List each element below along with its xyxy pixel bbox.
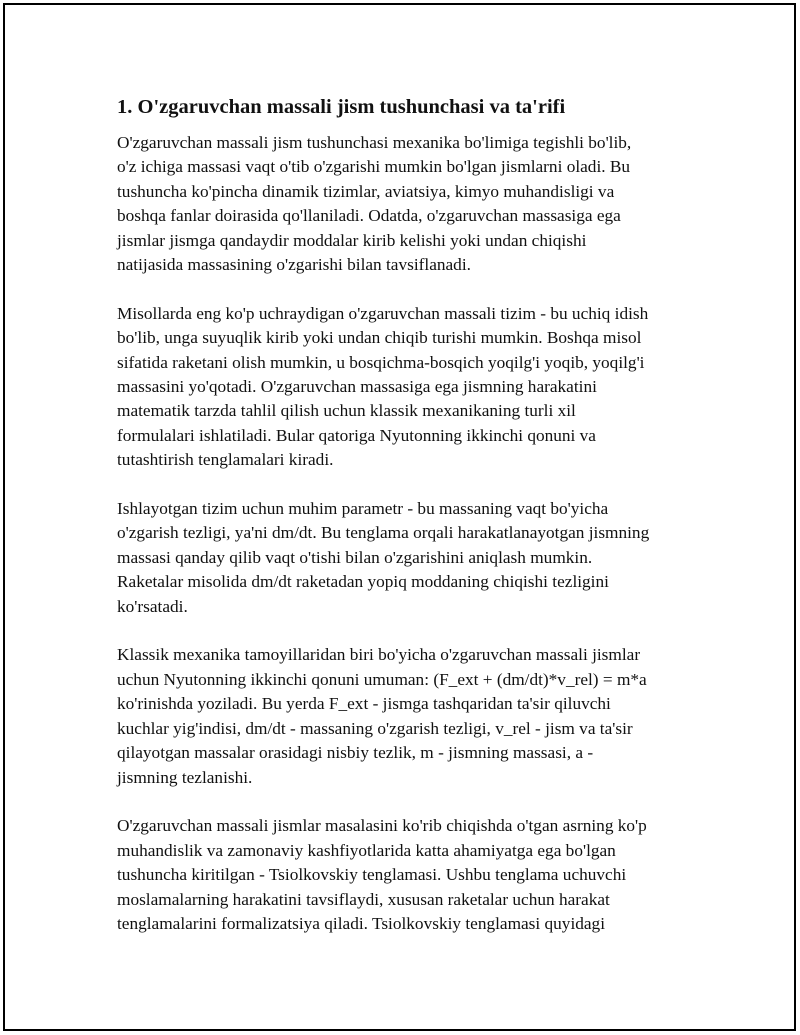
paragraph [117, 302, 692, 473]
text-line: Ishlayotgan tizim uchun muhim parametr - bu massaning vaqt bo'yicha [117, 499, 609, 519]
text-line: matematik tarzda tahlil qilish uchun klassik mexanikaning turli xil [117, 401, 576, 421]
text-line: Misollarda eng ko'p uchraydigan o'zgaruvchan massali tizim - bu uchiq idish [117, 303, 649, 323]
paragraph [117, 643, 692, 789]
text-line: uchun Nyutonning ikkinchi qonuni umuman: (F_ext + (dm/dt)*v_rel) = m*a [117, 669, 647, 689]
text-line: natijasida massasining o'zgarishi bilan tavsiflanadi. [117, 255, 471, 275]
text-line: Klassik mexanika tamoyillaridan biri bo'yicha o'zgaruvchan massali jismlar [117, 645, 641, 665]
text-line: formulalari ishlatiladi. Bular qatoriga Nyutonning ikkinchi qonuni va [117, 425, 596, 445]
text-line: tenglamalarini formalizatsiya qiladi. Tsiolkovskiy tenglamasi quyidagi [117, 913, 606, 933]
text-line: o'z ichiga massasi vaqt o'tib o'zgarishi mumkin bo'lgan jismlarni oladi. Bu [117, 157, 631, 177]
text-line: tutashtirish tenglamalari kiradi. [117, 450, 334, 470]
document-body [117, 93, 692, 961]
text-line: moslamalarning harakatini tavsiflaydi, xususan raketalar uchun harakat [117, 889, 610, 909]
paragraph [117, 131, 692, 277]
text-line: boshqa fanlar doirasida qo'llaniladi. Odatda, o'zgaruvchan massasiga ega [117, 206, 621, 226]
text-line: tushuncha kiritilgan - Tsiolkovskiy tenglamasi. Ushbu tenglama uchuvchi [117, 865, 627, 885]
text-line: massasini yo'qotadi. O'zgaruvchan massasiga ega jismning harakatini [117, 377, 597, 397]
text-line: O'zgaruvchan massali jism tushunchasi mexanika bo'limiga tegishli bo'lib, [117, 133, 632, 152]
text-line: sifatida raketani olish mumkin, u bosqichma-bosqich yoqilg'i yoqib, yoqilg'i [117, 352, 645, 372]
text-line: o'zgarish tezligi, ya'ni dm/dt. Bu tenglama orqali harakatlanayotgan jismning [117, 523, 650, 543]
text-line: jismlar jismga qandaydir moddalar kirib kelishi yoki undan chiqishi [117, 230, 587, 250]
section-heading: 1. O'zgaruvchan massali jism tushunchasi va ta'rifi [117, 96, 566, 118]
text-line: ko'rsatadi. [117, 596, 188, 616]
text-line: kuchlar yig'indisi, dm/dt - massaning o'zgarish tezligi, v_rel - jism va ta'sir [117, 718, 633, 738]
text-line: Raketalar misolida dm/dt raketadan yopiq moddaning chiqishi tezligini [117, 572, 609, 592]
text-line: muhandislik va zamonaviy kashfiyotlarida katta ahamiyatga ega bo'lgan [117, 840, 616, 860]
text-line: O'zgaruvchan massali jismlar masalasini ko'rib chiqishda o'tgan asrning ko'p [117, 816, 647, 836]
text-line: qilayotgan massalar orasidagi nisbiy tezlik, m - jismning massasi, a - [117, 743, 594, 763]
paragraph [117, 497, 692, 619]
text-line: massasi qanday qilib vaqt o'tishi bilan o'zgarishini aniqlash mumkin. [117, 547, 593, 567]
text-line: jismning tezlanishi. [117, 767, 253, 787]
text-line: ko'rinishda yoziladi. Bu yerda F_ext - jismga tashqaridan ta'sir qiluvchi [117, 694, 611, 714]
text-line: tushuncha ko'pincha dinamik tizimlar, aviatsiya, kimyo muhandisligi va [117, 181, 615, 201]
paragraph [117, 814, 692, 936]
text-line: bo'lib, unga suyuqlik kirib yoki undan chiqib turishi mumkin. Boshqa misol [117, 328, 642, 348]
